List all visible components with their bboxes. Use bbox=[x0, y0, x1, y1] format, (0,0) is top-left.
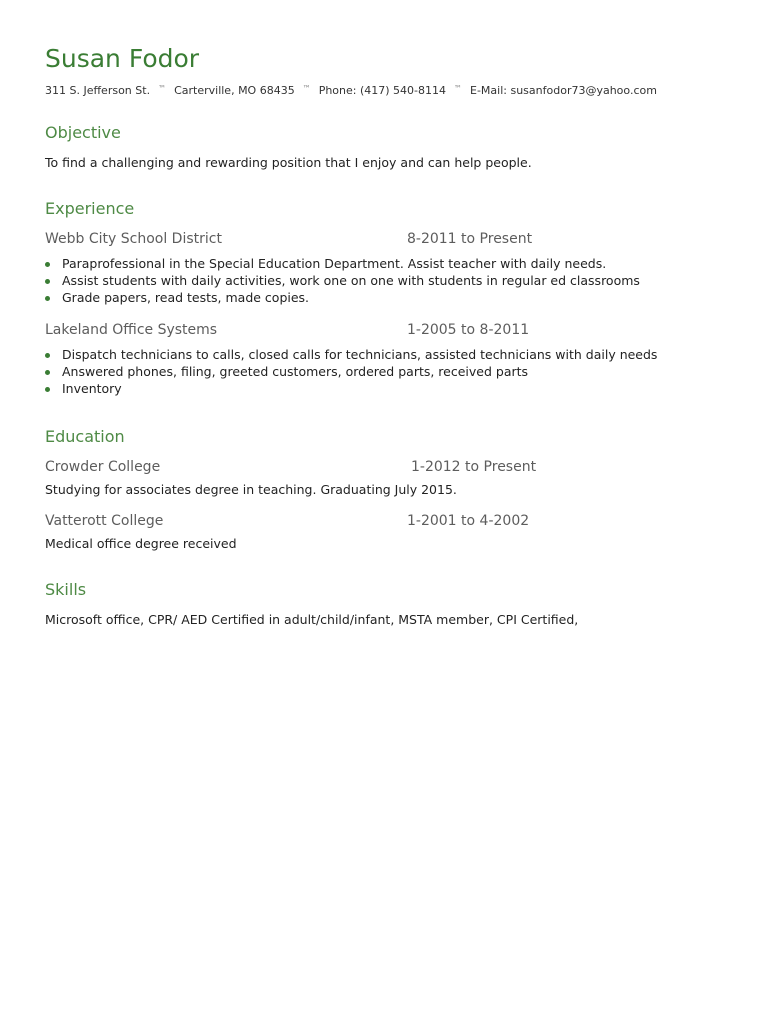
contact-address: 311 S. Jefferson St. bbox=[45, 84, 151, 97]
school-dates: 1-2001 to 4-2002 bbox=[407, 513, 530, 529]
job-org: Lakeland Office Systems bbox=[45, 322, 218, 338]
bullet-icon bbox=[45, 262, 50, 267]
objective-heading: Objective bbox=[45, 123, 121, 142]
school-detail: Medical office degree received bbox=[45, 536, 237, 551]
experience-heading: Experience bbox=[45, 199, 135, 218]
skills-text: Microsoft office, CPR/ AED Certified in adult/child/infant, MSTA member, CPI Certified, bbox=[45, 612, 579, 627]
bullet-icon bbox=[45, 279, 50, 284]
school-org: Vatterott College bbox=[45, 513, 164, 529]
bullet-text: Grade papers, read tests, made copies. bbox=[62, 289, 310, 305]
contact-separator: ™ bbox=[158, 84, 167, 93]
contact-email: E-Mail: susanfodor73@yahoo.com bbox=[470, 84, 657, 97]
bullet-icon bbox=[45, 387, 50, 392]
list-item bbox=[45, 290, 640, 307]
list-item bbox=[45, 347, 657, 364]
education-heading: Education bbox=[45, 427, 125, 446]
bullet-text: Assist students with daily activities, work one on one with students in regular ed classrooms bbox=[62, 272, 640, 288]
school-dates: 1-2012 to Present bbox=[411, 459, 537, 475]
list-item bbox=[45, 364, 657, 381]
bullet-text: Paraprofessional in the Special Education Department. Assist teacher with daily needs. bbox=[62, 256, 607, 271]
list-item bbox=[45, 256, 640, 273]
job-dates: 1-2005 to 8-2011 bbox=[407, 322, 530, 338]
job-org: Webb City School District bbox=[45, 231, 222, 247]
contact-separator: ™ bbox=[302, 84, 311, 93]
contact-separator: ™ bbox=[454, 84, 463, 93]
objective-text: To find a challenging and rewarding position that I enjoy and can help people. bbox=[45, 155, 532, 170]
bullet-icon bbox=[45, 353, 50, 358]
job-bullets bbox=[45, 347, 657, 397]
school-detail: Studying for associates degree in teaching. Graduating July 2015. bbox=[45, 482, 457, 497]
skills-heading: Skills bbox=[45, 580, 87, 599]
contact-city: Carterville, MO 68435 bbox=[174, 84, 295, 97]
job-bullets bbox=[45, 256, 640, 306]
school-org: Crowder College bbox=[45, 459, 161, 475]
bullet-text: Inventory bbox=[62, 380, 122, 396]
candidate-name: Susan Fodor bbox=[45, 44, 200, 73]
bullet-icon bbox=[45, 370, 50, 375]
bullet-text: Answered phones, filing, greeted customers, ordered parts, received parts bbox=[62, 363, 529, 379]
list-item bbox=[45, 273, 640, 290]
contact-phone: Phone: (417) 540-8114 bbox=[318, 84, 447, 97]
list-item bbox=[45, 381, 657, 398]
job-dates: 8-2011 to Present bbox=[407, 231, 533, 247]
bullet-text: Dispatch technicians to calls, closed calls for technicians, assisted technicians with daily needs bbox=[62, 347, 658, 362]
bullet-icon bbox=[45, 296, 50, 301]
contact-line bbox=[45, 84, 657, 97]
